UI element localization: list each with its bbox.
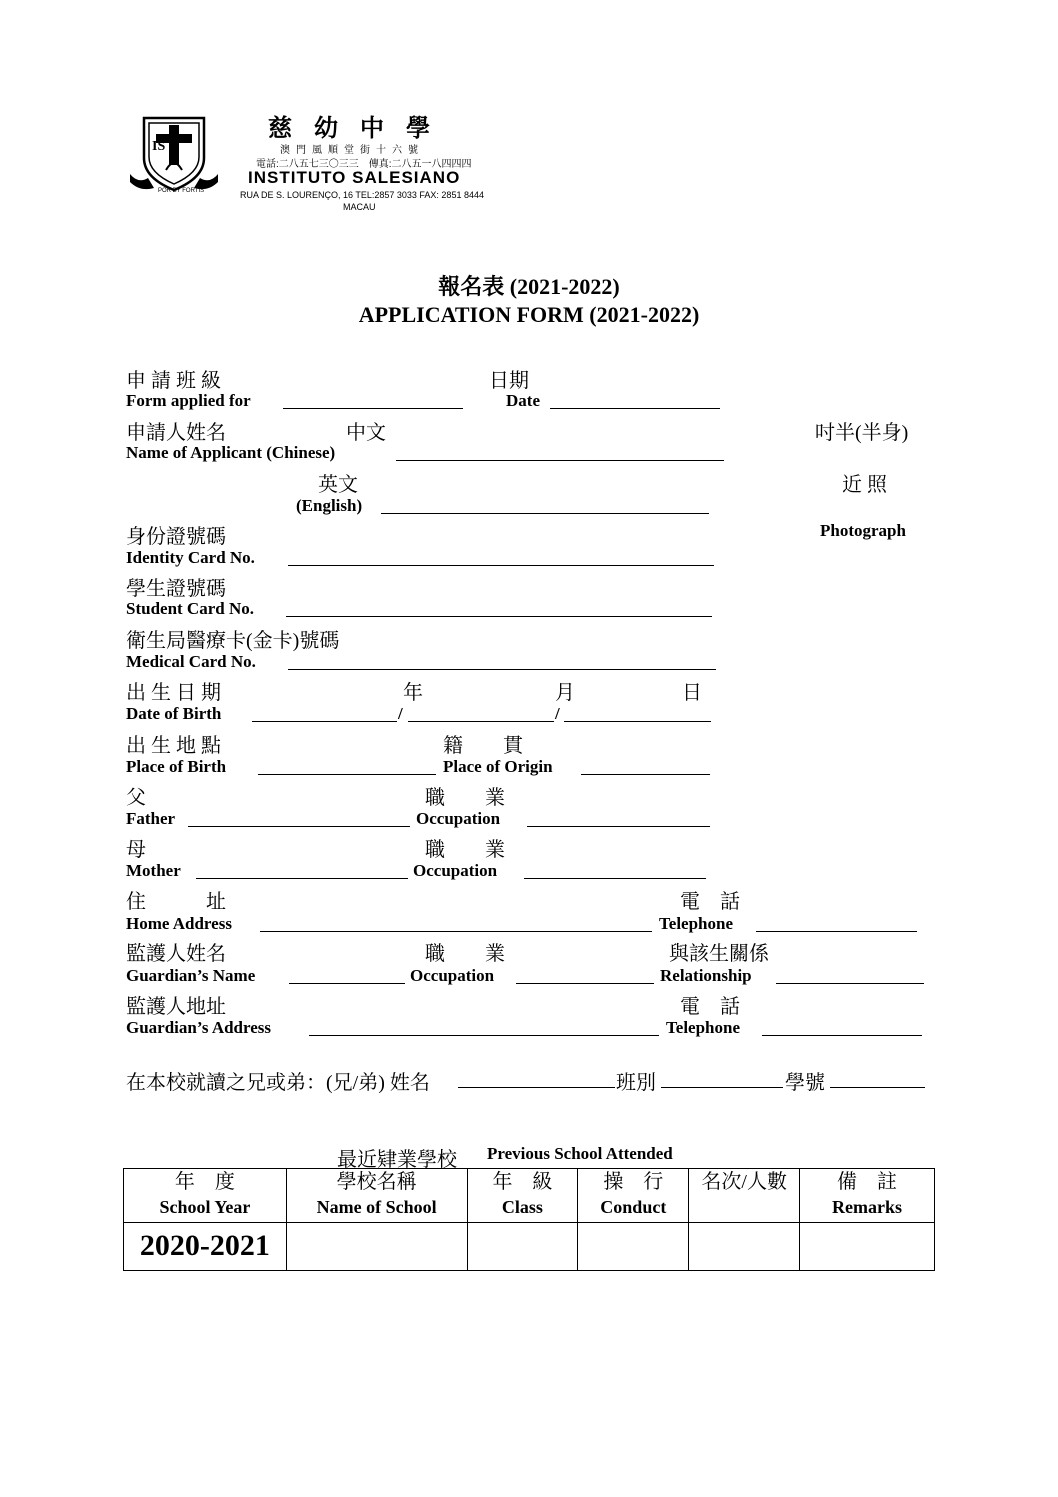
student-card-label-zh: 學生證號碼 bbox=[126, 578, 226, 600]
student-card-label-en: Student Card No. bbox=[126, 599, 254, 618]
form-applied-label-zh: 申 請 班 級 bbox=[126, 370, 221, 392]
address-label-zh: 住 址 bbox=[126, 891, 226, 913]
medical-card-field[interactable] bbox=[288, 669, 716, 670]
father-label-zh: 父 bbox=[126, 787, 146, 809]
photo-size-label: 吋半(半身) bbox=[815, 422, 909, 444]
pob-label-zh: 出 生 地 點 bbox=[126, 735, 221, 757]
student-card-field[interactable] bbox=[286, 616, 712, 617]
cell-remarks[interactable] bbox=[800, 1223, 935, 1271]
previous-school-caption-en: Previous School Attended bbox=[487, 1144, 673, 1163]
english-label-zh: 英文 bbox=[318, 474, 358, 496]
sibling-label: 在本校就讀之兄或弟：(兄/弟) 姓名 bbox=[126, 1072, 430, 1094]
header-conduct-zh: 操 行 bbox=[603, 1171, 664, 1193]
dob-year-label: 年 bbox=[403, 682, 423, 704]
sibling-student-no-field[interactable] bbox=[830, 1087, 925, 1088]
table-header-row bbox=[124, 1169, 935, 1223]
cell-school-name[interactable] bbox=[286, 1223, 467, 1271]
previous-school-table bbox=[123, 1168, 935, 1271]
header-school-name-en: Name of School bbox=[316, 1197, 437, 1217]
school-city: MACAU bbox=[343, 202, 376, 212]
school-year-value: 2020-2021 bbox=[139, 1229, 270, 1262]
address-label-en: Home Address bbox=[126, 914, 232, 933]
school-name-pt: INSTITUTO SALESIANO bbox=[248, 168, 461, 187]
telephone-label-en: Telephone bbox=[659, 914, 734, 933]
relationship-field[interactable] bbox=[776, 983, 924, 984]
previous-school-caption-zh: 最近肄業學校 bbox=[337, 1149, 457, 1171]
origin-label-zh: 籍 貫 bbox=[443, 735, 523, 757]
relationship-label-en: Relationship bbox=[660, 966, 752, 985]
dob-month-field[interactable] bbox=[408, 721, 554, 722]
mother-occupation-field[interactable] bbox=[524, 878, 706, 879]
guardian-label-en: Guardian’s Name bbox=[126, 966, 256, 985]
header-school-year-zh: 年 度 bbox=[174, 1171, 235, 1193]
header-school-name-zh: 學校名稱 bbox=[336, 1171, 417, 1193]
date-field[interactable] bbox=[550, 408, 720, 409]
header-class-en: Class bbox=[501, 1197, 543, 1217]
dob-month-label: 月 bbox=[555, 682, 575, 704]
mother-label-en: Mother bbox=[126, 861, 181, 880]
header-remarks bbox=[800, 1169, 935, 1223]
father-occupation-label-zh: 職 業 bbox=[425, 787, 505, 809]
header-rank-zh: 名次/人數 bbox=[701, 1171, 787, 1193]
header-rank bbox=[689, 1169, 800, 1223]
pob-label-en: Place of Birth bbox=[126, 757, 227, 776]
guardian-occupation-field[interactable] bbox=[516, 983, 654, 984]
cell-rank[interactable] bbox=[689, 1223, 800, 1271]
header-school-year-en: School Year bbox=[159, 1197, 251, 1217]
father-occupation-label-en: Occupation bbox=[416, 809, 501, 828]
telephone-label-zh: 電 話 bbox=[680, 891, 740, 913]
guardian-occupation-label-en: Occupation bbox=[410, 966, 495, 985]
telephone-field[interactable] bbox=[756, 931, 917, 932]
date-label-en: Date bbox=[506, 391, 540, 410]
dob-label-en: Date of Birth bbox=[126, 704, 222, 723]
dob-year-field[interactable] bbox=[252, 721, 397, 722]
crest-letters: IS bbox=[152, 139, 166, 154]
header-remarks-zh: 備 註 bbox=[837, 1171, 898, 1193]
table-row bbox=[124, 1223, 935, 1271]
applicant-label-en: Name of Applicant (Chinese) bbox=[126, 443, 336, 462]
sibling-name-field[interactable] bbox=[458, 1087, 615, 1088]
cell-conduct[interactable] bbox=[578, 1223, 689, 1271]
header-class-zh: 年 級 bbox=[492, 1171, 553, 1193]
sibling-class-field[interactable] bbox=[661, 1087, 783, 1088]
header-conduct bbox=[578, 1169, 689, 1223]
guardian-name-field[interactable] bbox=[289, 983, 405, 984]
id-card-label-en: Identity Card No. bbox=[126, 548, 255, 567]
father-label-en: Father bbox=[126, 809, 176, 828]
guardian-address-label-en: Guardian’s Address bbox=[126, 1018, 272, 1037]
medical-card-label-zh: 衛生局醫療卡(金卡)號碼 bbox=[126, 630, 340, 652]
title-en: APPLICATION FORM (2021-2022) bbox=[358, 302, 700, 327]
school-phone-fax-zh: 電話:二八五七三〇三三 傳真:二八五一八四四四 bbox=[256, 159, 472, 170]
header-school-year bbox=[124, 1169, 287, 1223]
school-address-pt: RUA DE S. LOURENÇO, 16 TEL:2857 3033 FAX: 2851 8444 bbox=[240, 190, 484, 200]
guardian-telephone-label-en: Telephone bbox=[666, 1018, 741, 1037]
crest-motto: POR BY FORTIS bbox=[158, 188, 205, 194]
school-crest-icon bbox=[128, 112, 220, 194]
applicant-label-zh: 申請人姓名 bbox=[126, 422, 226, 444]
photo-label-en: Photograph bbox=[820, 521, 906, 540]
header-class bbox=[467, 1169, 578, 1223]
guardian-telephone-field[interactable] bbox=[762, 1035, 922, 1036]
school-name-zh: 慈幼中學 bbox=[268, 116, 452, 142]
dob-day-label: 日 bbox=[682, 682, 702, 704]
medical-card-label-en: Medical Card No. bbox=[126, 652, 256, 671]
dob-label-zh: 出 生 日 期 bbox=[126, 682, 221, 704]
header-school-name bbox=[286, 1169, 467, 1223]
applicant-english-field[interactable] bbox=[381, 513, 709, 514]
title-zh: 報名表 (2021-2022) bbox=[438, 274, 620, 299]
form-applied-field[interactable] bbox=[283, 408, 463, 409]
school-address-zh: 澳門風順堂街十六號 bbox=[280, 145, 424, 156]
relationship-label-zh: 與該生關係 bbox=[669, 943, 769, 965]
form-applied-label-en: Form applied for bbox=[126, 391, 251, 410]
id-card-field[interactable] bbox=[288, 565, 714, 566]
guardian-occupation-label-zh: 職 業 bbox=[425, 943, 505, 965]
dob-slash-2: / bbox=[555, 704, 560, 723]
header-remarks-en: Remarks bbox=[832, 1197, 903, 1217]
cell-school-year bbox=[124, 1223, 287, 1271]
mother-label-zh: 母 bbox=[126, 839, 146, 861]
father-occupation-field[interactable] bbox=[527, 826, 710, 827]
date-label-zh: 日期 bbox=[489, 370, 529, 392]
home-address-field[interactable] bbox=[260, 931, 652, 932]
mother-occupation-label-en: Occupation bbox=[413, 861, 498, 880]
header-conduct-en: Conduct bbox=[600, 1197, 667, 1217]
dob-day-field[interactable] bbox=[564, 721, 711, 722]
sibling-student-no-label: 學號 bbox=[785, 1072, 825, 1094]
father-field[interactable] bbox=[188, 826, 410, 827]
guardian-address-field[interactable] bbox=[309, 1035, 659, 1036]
sibling-class-label: 班別 bbox=[616, 1072, 656, 1094]
origin-label-en: Place of Origin bbox=[443, 757, 553, 776]
id-card-label-zh: 身份證號碼 bbox=[126, 526, 226, 548]
guardian-label-zh: 監護人姓名 bbox=[126, 943, 226, 965]
mother-field[interactable] bbox=[196, 878, 408, 879]
origin-field[interactable] bbox=[581, 774, 710, 775]
pob-field[interactable] bbox=[258, 774, 436, 775]
applicant-chinese-field[interactable] bbox=[396, 460, 724, 461]
cell-class[interactable] bbox=[467, 1223, 578, 1271]
dob-slash-1: / bbox=[398, 704, 403, 723]
mother-occupation-label-zh: 職 業 bbox=[425, 839, 505, 861]
guardian-telephone-label-zh: 電 話 bbox=[680, 996, 740, 1018]
chinese-label-zh: 中文 bbox=[346, 422, 386, 444]
english-label-en: (English) bbox=[296, 496, 363, 515]
guardian-address-label-zh: 監護人地址 bbox=[126, 996, 226, 1018]
photo-label-zh: 近 照 bbox=[842, 474, 887, 496]
